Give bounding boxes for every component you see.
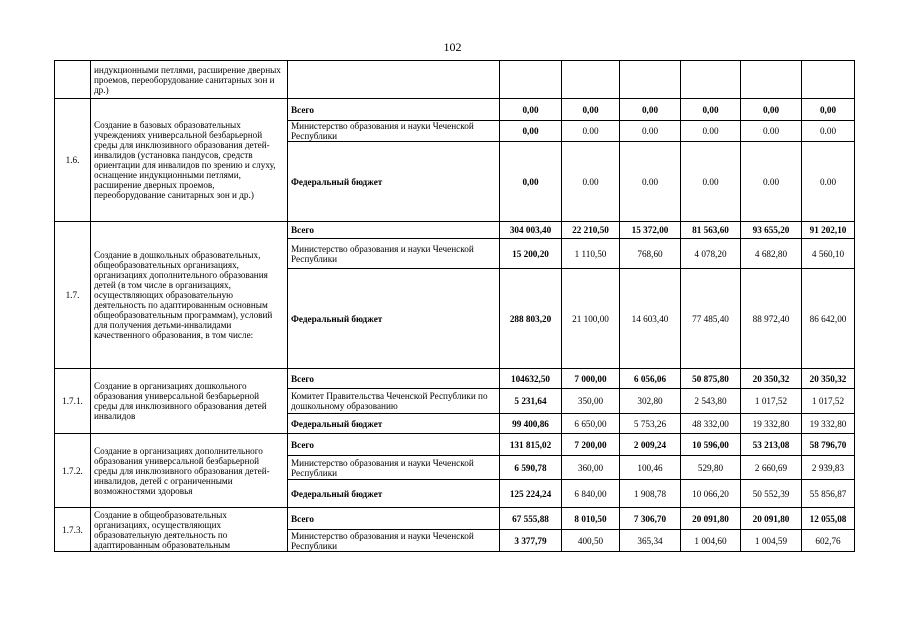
value-cell: 0.00 bbox=[562, 121, 620, 142]
value-cell: 1 017,52 bbox=[741, 389, 802, 414]
value-cell: 19 332,80 bbox=[741, 414, 802, 434]
value-cell: 7 306,70 bbox=[620, 508, 681, 530]
value-cell: 6 650,00 bbox=[562, 414, 620, 434]
value-cell: 0.00 bbox=[562, 142, 620, 222]
source-label: Министерство образования и науки Чеченской Республики bbox=[288, 239, 500, 269]
value-cell: 67 555,88 bbox=[500, 508, 562, 530]
source-label: Всего bbox=[288, 222, 500, 239]
value-cell: 93 655,20 bbox=[741, 222, 802, 239]
value-cell: 1 110,50 bbox=[562, 239, 620, 269]
measure-description: Создание в базовых образовательных учреждениях универсальной безбарьерной среды для инклюзивного образования детей-инвалидов (установка пандусов, средств ориентации для инвалидов по зрению и слуху, оснащение индукционными петлями, расширение дверных проемов, переоборудование санитарных зон и др.) bbox=[91, 99, 288, 222]
value-cell: 6 590,78 bbox=[500, 456, 562, 480]
value-cell: 304 003,40 bbox=[500, 222, 562, 239]
value-cell: 58 796,70 bbox=[802, 434, 855, 456]
value-cell: 50 875,80 bbox=[681, 369, 741, 389]
value-cell: 0,00 bbox=[562, 99, 620, 121]
value-cell: 20 350,32 bbox=[741, 369, 802, 389]
value-cell: 21 100,00 bbox=[562, 269, 620, 369]
value-cell: 1 908,78 bbox=[620, 480, 681, 508]
value-cell: 15 372,00 bbox=[620, 222, 681, 239]
value-cell: 0.00 bbox=[802, 142, 855, 222]
row-number: 1.6. bbox=[55, 99, 91, 222]
value-cell: 20 350,32 bbox=[802, 369, 855, 389]
value-cell: 125 224,24 bbox=[500, 480, 562, 508]
value-cell: 14 603,40 bbox=[620, 269, 681, 369]
value-cell: 100,46 bbox=[620, 456, 681, 480]
table-row bbox=[55, 508, 855, 530]
value-cell: 131 815,02 bbox=[500, 434, 562, 456]
value-cell: 529,80 bbox=[681, 456, 741, 480]
value-cell: 0.00 bbox=[741, 142, 802, 222]
value-cell: 1 017,52 bbox=[802, 389, 855, 414]
value-cell: 602,76 bbox=[802, 530, 855, 552]
value-cell: 365,34 bbox=[620, 530, 681, 552]
value-cell: 91 202,10 bbox=[802, 222, 855, 239]
measure-description: индукционными петлями, расширение дверных проемов, переоборудование санитарных зон и др.) bbox=[91, 61, 288, 99]
value-cell: 5 231,64 bbox=[500, 389, 562, 414]
source-label: Всего bbox=[288, 434, 500, 456]
value-cell: 5 753,26 bbox=[620, 414, 681, 434]
value-cell: 6 840,00 bbox=[562, 480, 620, 508]
value-cell: 0.00 bbox=[620, 121, 681, 142]
value-cell: 12 055,08 bbox=[802, 508, 855, 530]
value-cell: 0.00 bbox=[681, 142, 741, 222]
value-cell: 4 078,20 bbox=[681, 239, 741, 269]
value-cell: 0,00 bbox=[681, 99, 741, 121]
value-cell: 302,80 bbox=[620, 389, 681, 414]
value-cell: 288 803,20 bbox=[500, 269, 562, 369]
value-cell: 1 004,60 bbox=[681, 530, 741, 552]
value-cell: 0.00 bbox=[802, 121, 855, 142]
source-label: Комитет Правительства Чеченской Республики по дошкольному образованию bbox=[288, 389, 500, 414]
value-cell: 53 213,08 bbox=[741, 434, 802, 456]
measure-description: Создание в организациях дополнительного образования универсальной безбарьерной среды для инклюзивного образования детей-инвалидов, детей с ограниченными возможностями здоровья bbox=[91, 434, 288, 508]
value-cell: 0.00 bbox=[741, 121, 802, 142]
value-cell: 2 543,80 bbox=[681, 389, 741, 414]
budget-table bbox=[54, 60, 855, 552]
source-label: Министерство образования и науки Чеченской Республики bbox=[288, 530, 500, 552]
value-cell: 350,00 bbox=[562, 389, 620, 414]
value-cell: 86 642,00 bbox=[802, 269, 855, 369]
value-cell: 360,00 bbox=[562, 456, 620, 480]
row-number: 1.7. bbox=[55, 222, 91, 369]
value-cell: 2 939,83 bbox=[802, 456, 855, 480]
source-label: Всего bbox=[288, 99, 500, 121]
value-cell: 20 091,80 bbox=[681, 508, 741, 530]
value-cell: 22 210,50 bbox=[562, 222, 620, 239]
value-cell: 104632,50 bbox=[500, 369, 562, 389]
row-number bbox=[55, 61, 91, 99]
value-cell: 15 200,20 bbox=[500, 239, 562, 269]
value-cell: 19 332,80 bbox=[802, 414, 855, 434]
value-cell: 4 682,80 bbox=[741, 239, 802, 269]
row-number: 1.7.3. bbox=[55, 508, 91, 552]
value-cell: 2 660,69 bbox=[741, 456, 802, 480]
value-cell: 3 377,79 bbox=[500, 530, 562, 552]
value-cell: 88 972,40 bbox=[741, 269, 802, 369]
value-cell: 50 552,39 bbox=[741, 480, 802, 508]
source-label: Министерство образования и науки Чеченской Республики bbox=[288, 456, 500, 480]
source-label: Федеральный бюджет bbox=[288, 480, 500, 508]
source-label: Всего bbox=[288, 508, 500, 530]
table-row bbox=[55, 369, 855, 389]
page-number: 102 bbox=[443, 40, 462, 54]
value-cell: 81 563,60 bbox=[681, 222, 741, 239]
value-cell: 0,00 bbox=[802, 99, 855, 121]
value-cell: 6 056,06 bbox=[620, 369, 681, 389]
value-cell: 0,00 bbox=[620, 99, 681, 121]
table-row bbox=[55, 99, 855, 121]
value-cell: 0,00 bbox=[741, 99, 802, 121]
value-cell: 7 000,00 bbox=[562, 369, 620, 389]
value-cell: 20 091,80 bbox=[741, 508, 802, 530]
value-cell: 400,50 bbox=[562, 530, 620, 552]
measure-description: Создание в организациях дошкольного образования универсальной безбарьерной среды для инклюзивного образования детей инвалидов bbox=[91, 369, 288, 434]
table-row bbox=[55, 61, 855, 99]
value-cell: 0,00 bbox=[500, 99, 562, 121]
table-row bbox=[55, 434, 855, 456]
value-cell: 48 332,00 bbox=[681, 414, 741, 434]
value-cell: 4 560,10 bbox=[802, 239, 855, 269]
measure-description: Создание в дошкольных образовательных, общеобразовательных организациях, организациях дополнительного образования детей (в том числе в организациях, осуществляющих образовательную деятельность по адаптированным основным общеобразовательным программам), условий для получения детьми-инвалидами качественного образования, в том числе: bbox=[91, 222, 288, 369]
value-cell: 0,00 bbox=[500, 142, 562, 222]
source-label: Министерство образования и науки Чеченской Республики bbox=[288, 121, 500, 142]
value-cell: 55 856,87 bbox=[802, 480, 855, 508]
value-cell: 8 010,50 bbox=[562, 508, 620, 530]
value-cell: 0.00 bbox=[681, 121, 741, 142]
value-cell: 10 066,20 bbox=[681, 480, 741, 508]
value-cell: 1 004,59 bbox=[741, 530, 802, 552]
source-label: Всего bbox=[288, 369, 500, 389]
value-cell: 0,00 bbox=[500, 121, 562, 142]
source-label: Федеральный бюджет bbox=[288, 269, 500, 369]
source-label: Федеральный бюджет bbox=[288, 142, 500, 222]
measure-description: Создание в общеобразовательных организациях, осуществляющих образовательную деятельность по адаптированным образовательным bbox=[91, 508, 288, 552]
value-cell: 2 009,24 bbox=[620, 434, 681, 456]
value-cell: 99 400,86 bbox=[500, 414, 562, 434]
value-cell: 768,60 bbox=[620, 239, 681, 269]
source-label: Федеральный бюджет bbox=[288, 414, 500, 434]
value-cell: 0.00 bbox=[620, 142, 681, 222]
row-number: 1.7.2. bbox=[55, 434, 91, 508]
value-cell: 77 485,40 bbox=[681, 269, 741, 369]
row-number: 1.7.1. bbox=[55, 369, 91, 434]
table-row bbox=[55, 222, 855, 239]
value-cell: 10 596,00 bbox=[681, 434, 741, 456]
value-cell: 7 200,00 bbox=[562, 434, 620, 456]
